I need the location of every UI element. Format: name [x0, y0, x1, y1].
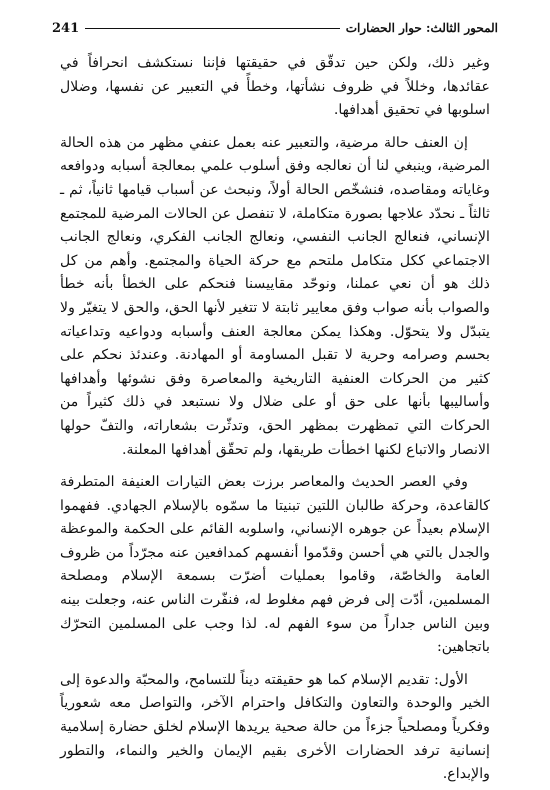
running-title: المحور الثالث: حوار الحضارات [345, 21, 498, 35]
page-number: 241 [52, 20, 80, 36]
paragraph-1: وغير ذلك، ولكن حين تدقّق في حقيقتها فإننا نستكشف انحرافاً في عقائدها، وخللاً في ظروف نشأتها، وخطأً في التعبير عن نفسها، وضلال اسلوبها في تحقيق أهدافها. [60, 55, 490, 119]
page-header [52, 18, 498, 38]
paragraph-2: إن العنف حالة مرضية، والتعبير عنه بعمل عنفي مظهر من هذه الحالة المرضية، وينبغي لنا أن نعالجه وفق أسلوب علمي بمعالجة أسبابه ودوافعه وغاياته ومقاصده، فنشخّص الحالة أولاً، ونبحث عن أسباب قيامها ثانياً، ثم ـ ثالثاً ـ نحدّد علاجها بصورة متكاملة، لا تنفصل عن الحالات المرضية للمجتمع الإنساني، فنعالج الجانب النفسي، ونعالج الجانب الفكري، ونعالج الجانب الاجتماعي ككل متكامل ملتحم مع حركة الحياة والمجتمع. وأهم من كل ذلك هو أن نعي عملنا، ونوحّد مقاييسنا فنحكم على الخطأ بأنه خطأ والصواب بأنه صواب وفق معايير ثابتة لا تتغير لأنها الحق، والحق لا يتغيّر ولا يتبدّل ولا يتحوّل. وهكذا يمكن معالجة العنف وأسبابه ودواعيه وتداعياته بحسم وصرامه وحرية لا تقبل المساومة أو المهادنة. وعندئذ نحكم على كثير من الحركات العنفية التاريخية والمعاصرة وفق نشوئها وأهدافها وأساليبها بأنها على حق أو على ضلال ولا نستبعد في ذلك كثيراً من الحركات التي تمظهرت بمظهر الحق، وتدثّرت بشعاراته، والتفّ حولها الانصار والاتباع لكنها اخطأت طريقها، ولم تحقّق أهدافها المعلنة. [60, 134, 490, 458]
header-rule [85, 28, 340, 29]
paragraph-4: الأول: تقديم الإسلام كما هو حقيقته ديناً للتسامح، والمحبّة والدعوة إلى الخير والوحدة والتعاون والتكافل واحترام الآخر، والتواصل معه شعورياً وفكرياً ومصلحياً جزءاً من حالة صحية يريدها الإسلام لخلق حضارة إسلامية إنسانية ترفد الحضارات الأخرى بقيم الإيمان والخير والنماء، والتطور والإبداع. [60, 671, 490, 783]
paragraph-3: وفي العصر الحديث والمعاصر برزت بعض التيارات العنيفة المتطرفة كالقاعدة، وحركة طالبان اللتين تبنيتا ما سمّوه بالإسلام الجهادي. ففهموا الإسلام بعيداً عن جوهره الإنساني، واسلوبه القائم على الحكمة والموعظة والجدل بالتي هي أحسن وقدّموا أنفسهم كمدافعين عنه مجرّداً من ظروف العامة والخاصّة، وقاموا بعمليات أضرّت بسمعة الإسلام ومصلحة المسلمين، أدّت إلى فرض فهم مغلوط له، فنفّرت الناس عنه، وجعلت بينه وبين الناس جداراً من سوء الفهم له. لذا وجب على المسلمين التحرّك باتجاهين: [60, 474, 490, 656]
page-body [60, 52, 490, 783]
